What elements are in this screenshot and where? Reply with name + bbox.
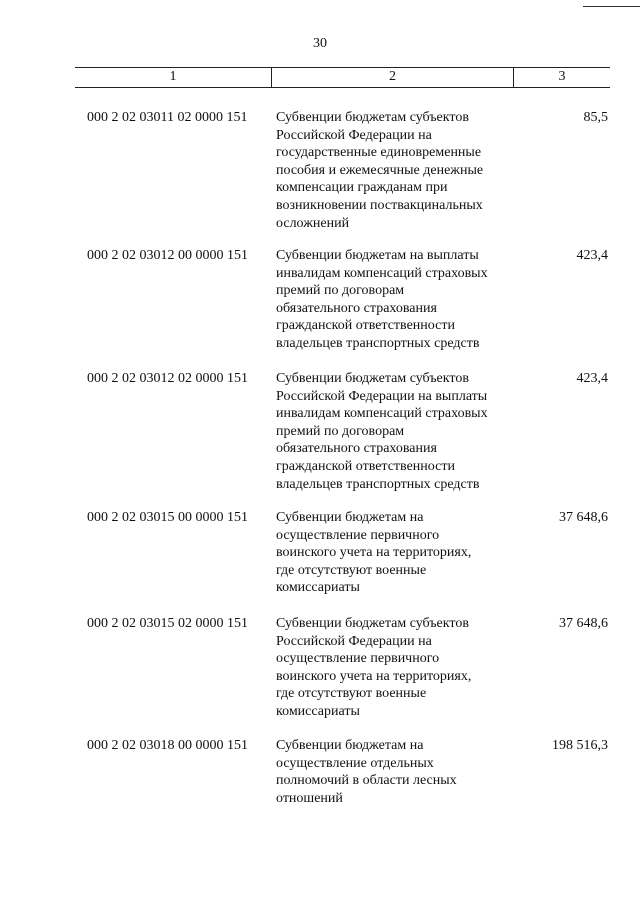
row-code: 000 2 02 03011 02 0000 151 [87, 110, 248, 125]
header-col-2: 2 [389, 69, 396, 84]
header-top-rule [75, 67, 610, 68]
row-name-line: владельцев транспортных средств [276, 476, 480, 492]
row-name-line: владельцев транспортных средств [276, 335, 480, 351]
row-name [276, 370, 526, 493]
row-name-line: полномочий в области лесных [276, 773, 457, 789]
row-name-line: Субвенции бюджетам субъектов [276, 371, 469, 386]
page-number: 30 [313, 36, 327, 51]
row-name-line: инвалидам компенсаций страховых [276, 406, 488, 422]
row-name-line: премий по договорам [276, 283, 405, 299]
row-code: 000 2 02 03018 00 0000 151 [87, 738, 248, 753]
row-amount: 85,5 [583, 110, 608, 125]
row-code: 000 2 02 03012 00 0000 151 [87, 248, 248, 263]
table-header [75, 67, 610, 87]
row-name-line: осуществление первичного [276, 527, 440, 543]
row-name-line: Субвенции бюджетам субъектов [276, 616, 469, 631]
row-name-line: осложнений [276, 215, 350, 231]
row-amount: 37 648,6 [559, 616, 608, 631]
row-amount: 423,4 [576, 371, 608, 386]
row-name-line: где отсутствуют военные [276, 686, 427, 702]
row-name-line: инвалидам компенсаций страховых [276, 265, 488, 281]
row-amount: 423,4 [576, 248, 608, 263]
scan-edge-mark [583, 6, 640, 7]
row-name-line: комиссариаты [276, 580, 360, 596]
row-name-line: государственные единовременные [276, 145, 482, 161]
row-name [276, 247, 526, 353]
row-name [276, 109, 526, 232]
row-name-line: Субвенции бюджетам на [276, 738, 424, 753]
row-name-line: комиссариаты [276, 703, 360, 719]
row-name-line: Российской Федерации на выплаты [276, 388, 488, 404]
row-name [276, 509, 526, 597]
row-code: 000 2 02 03015 02 0000 151 [87, 616, 248, 631]
row-name-line: осуществление первичного [276, 651, 440, 667]
row-name-line: гражданской ответственности [276, 458, 455, 474]
row-code: 000 2 02 03012 02 0000 151 [87, 371, 248, 386]
row-name-line: премий по договорам [276, 423, 405, 439]
header-bottom-rule [75, 87, 610, 88]
row-name-line: где отсутствуют военные [276, 562, 427, 578]
row-name-line: компенсации гражданам при [276, 180, 448, 196]
row-name-line: гражданской ответственности [276, 318, 455, 334]
header-col-3: 3 [558, 69, 566, 84]
row-name-line: отношений [276, 790, 343, 806]
row-name-line: воинского учета на территориях, [276, 545, 472, 561]
row-name-line: возникновении поствакцинальных [276, 197, 483, 213]
row-name-line: Российской Федерации на [276, 127, 432, 143]
row-name-line: воинского учета на территориях, [276, 668, 472, 684]
row-name-line: пособия и ежемесячные денежные [276, 162, 484, 178]
row-name [276, 737, 526, 807]
row-code: 000 2 02 03015 00 0000 151 [87, 510, 248, 525]
row-name-line: обязательного страхования [276, 441, 437, 457]
row-amount: 37 648,6 [559, 510, 608, 525]
row-name [276, 615, 526, 721]
row-name-line: Российской Федерации на [276, 633, 432, 649]
row-name-line: обязательного страхования [276, 300, 437, 316]
row-name-line: Субвенции бюджетам на выплаты [276, 248, 479, 263]
row-name-line: Субвенции бюджетам субъектов [276, 110, 469, 125]
row-name-line: Субвенции бюджетам на [276, 510, 424, 525]
row-name-line: осуществление отдельных [276, 755, 434, 771]
header-col-1: 1 [169, 69, 177, 84]
row-amount: 198 516,3 [552, 738, 608, 753]
